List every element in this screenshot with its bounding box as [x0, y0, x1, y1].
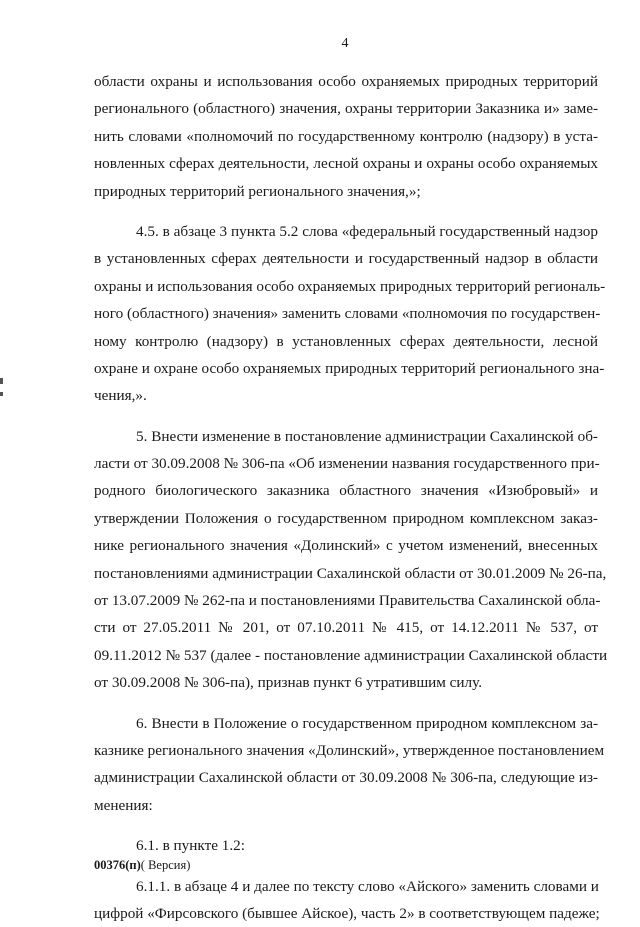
- document-code: 00376(п): [94, 858, 141, 872]
- text-line: 6.1. в пункте 1.2:: [136, 837, 245, 855]
- document-footer: [94, 858, 190, 873]
- paragraph: [94, 68, 598, 205]
- text-line: нике регионального значения «Долинский» с учетом изменений, внесенных: [94, 537, 598, 555]
- text-line: 5. Внести изменение в постановление администрации Сахалинской об-: [136, 427, 598, 445]
- text-line: менения:: [94, 796, 153, 814]
- text-line: нить словами «полномочий по государственному контролю (надзору) в уста-: [94, 127, 598, 145]
- text-line: регионального (областного) значения, охраны территории Заказника и» заме-: [94, 100, 598, 118]
- paragraph: [94, 832, 598, 859]
- text-line: постановлениями администрации Сахалинской области от 30.01.2009 № 26-па,: [94, 564, 607, 582]
- text-line: охране и охране особо охраняемых природных территорий регионального зна-: [94, 359, 605, 377]
- document-body: [94, 68, 608, 927]
- text-line: казнике регионального значения «Долинский», утвержденное постановлением: [94, 741, 605, 759]
- paragraph: [94, 423, 608, 697]
- text-line: родного биологического заказника областного значения «Изюбровый» и: [94, 482, 598, 500]
- scan-artifact: [0, 378, 3, 384]
- text-line: чения,».: [94, 387, 147, 405]
- text-line: ному контролю (надзору) в установленных сферах деятельности, лесной: [94, 332, 598, 350]
- scan-artifact: [0, 392, 3, 396]
- text-line: администрации Сахалинской области от 30.09.2008 № 306-па, следующие из-: [94, 769, 598, 787]
- text-line: природных территорий регионального значения,»;: [94, 182, 421, 200]
- text-line: 6. Внести в Положение о государственном природном комплексном за-: [136, 714, 598, 732]
- paragraph: [94, 873, 598, 927]
- text-line: ного (областного) значения» заменить словами «полномочия по государствен-: [94, 305, 601, 323]
- text-line: 6.1.1. в абзаце 4 и далее по тексту слово «Айского» заменить словами и: [136, 877, 599, 895]
- paragraph: [94, 710, 605, 820]
- document-version: ( Версия): [140, 858, 191, 872]
- text-line: сти от 27.05.2011 № 201, от 07.10.2011 № 415, от 14.12.2011 № 537, от: [94, 619, 598, 637]
- text-line: 09.11.2012 № 537 (далее - постановление администрации Сахалинской области: [94, 646, 608, 664]
- text-line: в установленных сферах деятельности и государственный надзор в области: [94, 250, 598, 268]
- text-line: цифрой «Фирсовского (бывшее Айское), часть 2» в соответствующем падеже;: [94, 904, 600, 922]
- text-line: от 13.07.2009 № 262-па и постановлениями Правительства Сахалинской обла-: [94, 592, 601, 610]
- text-line: от 30.09.2008 № 306-па), признав пункт 6 утратившим силу.: [94, 674, 482, 692]
- text-line: области охраны и использования особо охраняемых природных территорий: [94, 73, 598, 90]
- paragraph: [94, 218, 606, 410]
- text-line: ласти от 30.09.2008 № 306-па «Об изменении названия государственного при-: [94, 455, 600, 473]
- text-line: 4.5. в абзаце 3 пункта 5.2 слова «федеральный государственный надзор: [136, 222, 598, 240]
- text-line: утверждении Положения о государственном природном комплексном заказ-: [94, 509, 598, 527]
- text-line: охраны и использования особо охраняемых природных территорий региональ-: [94, 277, 606, 295]
- page-number: 4: [341, 36, 349, 51]
- text-line: новленных сферах деятельности, лесной охраны и охраны особо охраняемых: [94, 155, 598, 173]
